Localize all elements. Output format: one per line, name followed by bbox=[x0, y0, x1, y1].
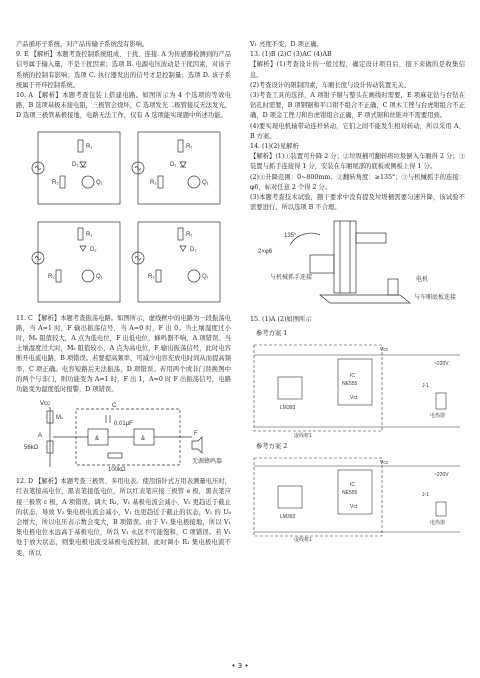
gate2-label: & bbox=[141, 436, 146, 443]
ms-label: Mₛ bbox=[56, 415, 64, 422]
heater-label: 电热器 bbox=[430, 412, 446, 419]
v220-label: ~220V bbox=[434, 472, 449, 479]
para-q13-a: 【解析】(1)考查设计的一般过程，确定设计项目后，接下来做的是收集信息。 bbox=[250, 61, 465, 79]
right-column bbox=[250, 40, 465, 544]
para-q13-c: (3)考查工具的选择，A 项钳子掰与整头在画线时需要，E 项麻花钻与台钻在钻孔时需要，B 项钢锯和平口钳不组合不正确，C 项木工锉与台虎钳组合不正确，D 项金工锉刀和台虎钳组合正确，F 项式锯和丝锥并不需要用到。 bbox=[250, 92, 465, 120]
q14-mechanism-figure bbox=[250, 215, 465, 313]
r1-label: R₁ bbox=[86, 143, 93, 150]
para-q14-c: (3)本题考查技术试验，题干要求中没有提及垃圾桶需要匀速升降，该试验不需要进行，所以选项 B 不合理。 bbox=[250, 194, 465, 212]
vcc-label: Vcc bbox=[380, 460, 389, 467]
r2-label: R₂ bbox=[150, 179, 157, 186]
buzzer-label: 无源蜂鸣器 bbox=[192, 459, 223, 466]
relay-label: J-1 bbox=[422, 492, 429, 499]
ne555-label: NE555 bbox=[342, 380, 358, 387]
a-label: A bbox=[38, 433, 43, 440]
para-q13-b: (2)考查设计的限制因素，车厢长度与设计传动装置无关。 bbox=[250, 81, 411, 89]
para-0: 产品循环子系统，对产品传输子系统没有影响。 bbox=[16, 41, 149, 48]
page-number: • 3 • bbox=[231, 662, 249, 670]
para-q9: 9. E 【解析】本题考查控制系统组成、干扰、连接. A 为传感器检测到的产品信号属于输入量，不是干扰因素；选项 B. 电源电压波动是干扰因素，对该子系统的控制有影响；选项 C. 执行器发出的信号才是控制量；选项 D. 该子系统属于开环控制系统。 bbox=[16, 51, 231, 89]
q1-label: Q₁ bbox=[96, 179, 103, 186]
heater-label: 电热器 bbox=[430, 520, 446, 527]
cap-label: 0.01μF bbox=[114, 421, 133, 428]
motor-label: 电机 bbox=[416, 277, 429, 284]
dashed-box-label: 虚线框1 bbox=[294, 537, 312, 543]
angle-label: 135° bbox=[284, 233, 297, 240]
plan-2-circuit bbox=[250, 454, 465, 542]
q11-oscillator-figure bbox=[16, 397, 231, 475]
para-q14-b: (2)①升降范围：0~800mm；②翻转角度：≥135°；③与机械抓手的连接：φ6，标对任意 2 个得 2 分。 bbox=[250, 173, 465, 191]
q10-circuits-figure bbox=[16, 124, 231, 312]
lm393-label: LM393 bbox=[280, 404, 296, 411]
relay-label: J-1 bbox=[422, 382, 429, 389]
para-q14: 14. (1)(2)见解析 bbox=[250, 143, 299, 151]
dashed-box-label: 虚线框1 bbox=[294, 432, 312, 439]
vcc-label: Vcc bbox=[40, 401, 51, 408]
r56-label: 56kΩ bbox=[24, 445, 39, 452]
para-q10: 10. A 【解析】本题考查包装上搭建电路。如图所示为 4 个选项的等效电路，B 选项基极未接电阻，三极管会烧坏，C 选项发光二极管接反无法发光，D 选项三极管基极接地，电路无法工作，仅有 A 选项能实现题中所述功能。 bbox=[16, 92, 231, 120]
hole-label: 2×φ6 bbox=[258, 249, 273, 256]
hand-label: 与机械抓手连接 bbox=[270, 275, 313, 282]
v220-label: ~220V bbox=[434, 360, 449, 367]
r1-label: R₁ bbox=[186, 231, 193, 238]
para-q13: 13. (1)B (2)C (3)AC (4)AB bbox=[250, 51, 332, 59]
left-column bbox=[16, 40, 231, 559]
r2-label: R₂ bbox=[148, 273, 155, 280]
q1-label: Q₁ bbox=[202, 179, 209, 186]
ic-label: IC bbox=[350, 372, 355, 379]
c-label: C bbox=[112, 403, 117, 410]
d1-label: D₁ bbox=[170, 161, 177, 168]
circuit-d bbox=[132, 222, 220, 302]
r1-label: R₁ bbox=[186, 143, 193, 150]
para-q12: 12. D 【解析】本题考查三极管、多用电表。使用指针式万用表测量电压时，红表笔接高电位，黑表笔接低电位，所以红表笔应接三极管 e 极，黑表笔应接三极管 c 极，A 项错误。调大 R₁，V₁ 基极电流会减小，V₂ 更趋近于截止的状态，导致 V₂ 集电极电流会减小，V₁ 也更趋近于截止的状态，V₁ 的 U₀ 会增大，所以电压表示数会变大，B 项错误。由于 V₁ 集电极接地，所以 V₁ 集电极电位永远高于基极电位，所以 V₁ 永远不可能饱和，C 项错误。若 V₁ 处于放大状态，则集电极电流受基极电流控制，此时调小 R₁ 集电极电流不变，所以 bbox=[16, 478, 231, 557]
vct-label: Vct bbox=[350, 504, 358, 511]
d1-label: D₁ bbox=[72, 161, 79, 168]
para-q13-d: (4)要实现电机轴带动连杆转动，它们之间不能发生相对转动，所以采用 A、B 方案。 bbox=[250, 122, 465, 140]
circuit-c bbox=[32, 222, 120, 302]
r2-label: R₂ bbox=[52, 179, 59, 186]
plan-1-circuit bbox=[250, 341, 465, 439]
f-label: F bbox=[194, 431, 198, 438]
d2-label: D₂ bbox=[190, 246, 197, 253]
ic-label: IC bbox=[350, 482, 355, 489]
ne555-label: NE555 bbox=[342, 490, 358, 497]
r2-label: R₂ bbox=[48, 273, 55, 280]
gate1-label: & bbox=[95, 436, 100, 443]
plan-1-title: 参考方案 1 bbox=[256, 329, 288, 337]
r1-label: R₁ bbox=[86, 231, 93, 238]
lm393-label: LM393 bbox=[280, 514, 296, 521]
para-q12-cont: V₁ 亮度不变，D 项正确。 bbox=[250, 41, 323, 48]
d2-label: D₂ bbox=[90, 246, 97, 253]
q1-label: Q₁ bbox=[96, 273, 103, 280]
base-label: 与车厢底板连接 bbox=[414, 295, 457, 302]
para-q15: 15. (1)A (2)如图所示 bbox=[250, 316, 312, 324]
plan-2-title: 参考方案 2 bbox=[256, 442, 288, 450]
r100-label: 100kΩ bbox=[108, 467, 126, 474]
vct-label: Vct bbox=[350, 394, 358, 401]
circuit-a bbox=[32, 132, 120, 204]
para-q14-a: 【解析】(1)①装置可升降 2 分；②垃圾桶可翻转将垃圾倒入车厢得 2 分；③装置与抓手连接得 1 分，安装在车厢尾部的底板或侧板上得 1 分。 bbox=[250, 153, 465, 171]
circuit-b bbox=[132, 132, 220, 204]
vcc-label: Vcc bbox=[380, 346, 389, 353]
para-q11: 11. C 【解析】本题考查振荡电路。如图所示，虚线框中的电路为一段振荡电路，当 A=1 时，F 输出振荡信号，当 A=0 时，F 出 0。当土壤湿度过小时，Mₛ 阻值较大，A 点为低电位，F 出低电位，蜂鸣器不响，A 项错误。当土壤湿度过大时，Mₛ 阻值较小，A 点为高电位，F 输出振荡信号，此时电容断开电流电路，B 项错误。若要提高频率，可减少电容充放电时间从而提高频率，C 项正确。电容短路后无法振荡，D 项错误。若用两个或非门替换图中的两个与非门，则功能变为 A=1 时，F 出 1，A=0 时 F 出振荡信号，电路功能变为湿度低时报警，D 项错误。 bbox=[16, 314, 231, 394]
q1-label: Q₁ bbox=[202, 273, 209, 280]
